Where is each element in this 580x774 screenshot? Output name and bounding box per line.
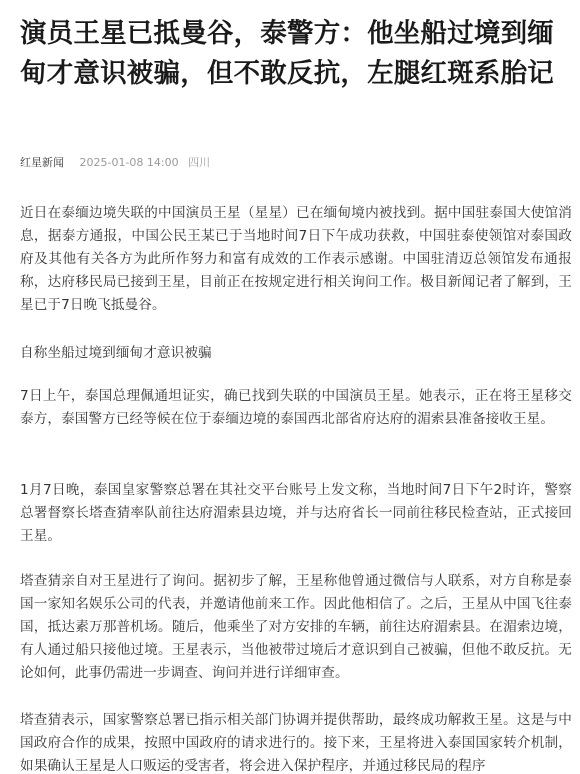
paragraph: 1月7日晚，泰国皇家警察总署在其社交平台账号上发文称，当地时间7日下午2时许，警察总署督察长塔查猜率队前往达府湄索县边境，并与达府省长一同前往移民检查站，正式接回王星。 <box>20 482 572 544</box>
paragraph: 塔查猜亲自对王星进行了询问。据初步了解，王星称他曾通过微信与人联系，对方自称是泰国一家知名娱乐公司的代表，并邀请他前来工作。因此他相信了。之后，王星从中国飞往泰国，抵达素万那普机场。随后，他乘坐了对方安排的车辆，前往达府湄索县。在湄索边境，有人通过船只接他过境。王星表示，当他被带过境后才意识到自己被骗，但他不敢反抗。无论如何，此事仍需进一步调查、询问并进行详细审查。 <box>20 573 572 681</box>
article-title: 演员王星已抵曼谷，泰警方：他坐船过境到缅甸才意识被骗，但不敢反抗，左腿红斑系胎记 <box>20 18 554 89</box>
paragraph: 近日在泰缅边境失联的中国演员王星（星星）已在缅甸境内被找到。据中国驻泰国大使馆消息，据泰方通报，中国公民王某已于当地时间7日下午成功获救，中国驻泰使领馆对泰国政府及其他有关各方为此所作努力和富有成效的工作表示感谢。中国驻清迈总领馆发布通报称，达府移民局已接到王星，目前正在按规定进行相关询问工作。极目新闻记者了解到，王星已于7日晚飞抵曼谷。 <box>20 205 572 313</box>
paragraph: 塔查猜表示，国家警察总署已指示相关部门协调并提供帮助，最终成功解救王星。这是与中国政府合作的成果，按照中国政府的请求进行的。接下来，王星将进入泰国国家转介机制，如果确认王星是人口贩运的受害者，将会进入保护程序，并通过移民局的程序 <box>20 712 572 774</box>
section-subheading: 自称坐船过境到缅甸才意识被骗 <box>20 345 212 361</box>
publish-time: 2025-01-08 14:00 <box>79 156 179 169</box>
source-link[interactable]: 红星新闻 <box>20 156 64 169</box>
paragraph: 7日上午，泰国总理佩通坦证实，确已找到失联的中国演员王星。她表示，正在将王星移交泰方，泰国警方已经等候在位于泰缅边境的泰国西北部省府达府的湄索县准备接收王星。 <box>20 388 572 427</box>
article-meta <box>20 154 210 170</box>
publish-location: 四川 <box>188 156 211 169</box>
